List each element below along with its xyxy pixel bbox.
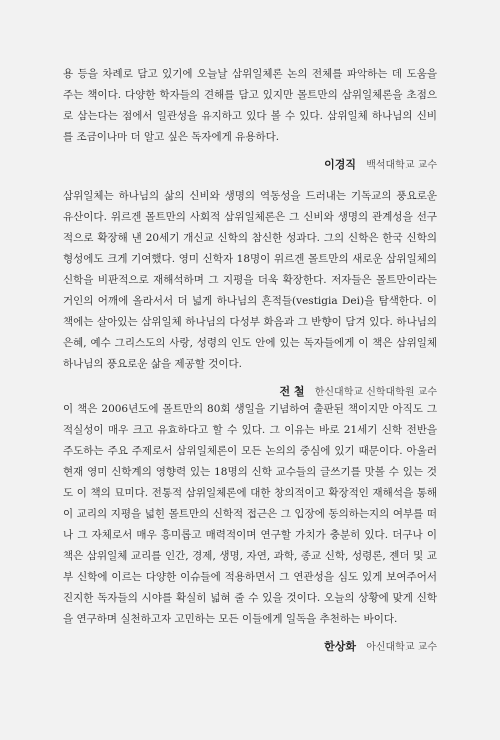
endorsement-signature	[63, 638, 437, 654]
endorsement-2	[63, 186, 437, 399]
endorser-name: 이경직	[324, 158, 356, 171]
endorsement-1	[63, 64, 437, 172]
endorser-name: 전 철	[279, 385, 305, 398]
endorser-affiliation: 아신대학교 교수	[366, 642, 437, 653]
endorsement-text: 용 등을 차례로 담고 있기에 오늘날 삼위일체론 논의 전체를 파악하는 데 도움을 주는 책이다. 다양한 학자들의 견해를 담고 있지만 몰트만의 삼위일체론을 초점으로 삼는다는 점에서 일관성을 유지하고 있다 볼 수 있다. 삼위일체 하나님의 신비를 조금이나마 더 알고 싶은 독자에게 유용하다.	[63, 68, 437, 143]
endorsement-signature	[63, 156, 437, 172]
endorsement-text: 이 책은 2006년도에 몰트만의 80회 생일을 기념하여 출판된 책이지만 아직도 그 적실성이 매우 크고 유효하다고 할 수 있다. 그 이유는 바로 21세기 신학 전반을 주도하는 주요 주제로서 삼위일체론이 모든 논의의 중심에 있기 때문이다. 아울러 현재 영미 신학계의 영향력 있는 18명의 신학 교수들의 글쓰기를 맛볼 수 있는 것도 이 책의 묘미다. 전통적 삼위일체론에 대한 창의적이고 확장적인 재해석을 통해 이 교리의 지평을 넓힌 몰트만의 신학적 접근은 그 입장에 동의하는지의 여부를 떠나 그 자체로서 매우 흥미롭고 매력적이며 연구할 가치가 충분히 있다. 더구나 이 책은 삼위일체 교리를 인간, 경제, 생명, 자연, 과학, 종교 신학, 성령론, 젠더 및 교부 신학에 이르는 다양한 이슈들에 적용하면서 그 연관성을 심도 있게 보여주어서 진지한 독자들의 시야를 확실히 넓혀 줄 수 있을 것이다. 오늘의 상황에 맞게 신학을 연구하며 실천하고자 고민하는 모든 이들에게 일독을 추천하는 바이다.	[63, 403, 437, 625]
endorser-name: 한상화	[324, 640, 356, 653]
endorsement-signature	[63, 383, 437, 399]
endorsement-text: 삼위일체는 하나님의 삶의 신비와 생명의 역동성을 드러내는 기독교의 풍요로운 유산이다. 위르겐 몰트만의 사회적 삼위일체론은 그 신비와 생명의 관계성을 선구적으로 확장해 낸 20세기 개신교 신학의 참신한 성과다. 그의 신학은 한국 신학의 형성에도 크게 기여했다. 영미 신학자 18명이 위르겐 몰트만의 새로운 삼위일체의 신학을 비판적으로 재해석하며 그 지평을 더욱 확장한다. 저자들은 몰트만이라는 거인의 어깨에 올라서서 더 넓게 하나님의 흔적들(vestigia Dei)을 탐색한다. 이 책에는 살아있는 삼위일체 하나님의 다성부 화음과 그 반향이 담겨 있다. 하나님의 은혜, 예수 그리스도의 사랑, 성령의 인도 안에 있는 독자들에게 이 책은 삼위일체 하나님의 풍요로운 삶을 제공할 것이다.	[63, 190, 437, 370]
endorser-affiliation: 한신대학교 신학대학원 교수	[314, 387, 437, 398]
endorser-affiliation: 백석대학교 교수	[366, 160, 437, 171]
endorsement-3	[63, 399, 437, 654]
